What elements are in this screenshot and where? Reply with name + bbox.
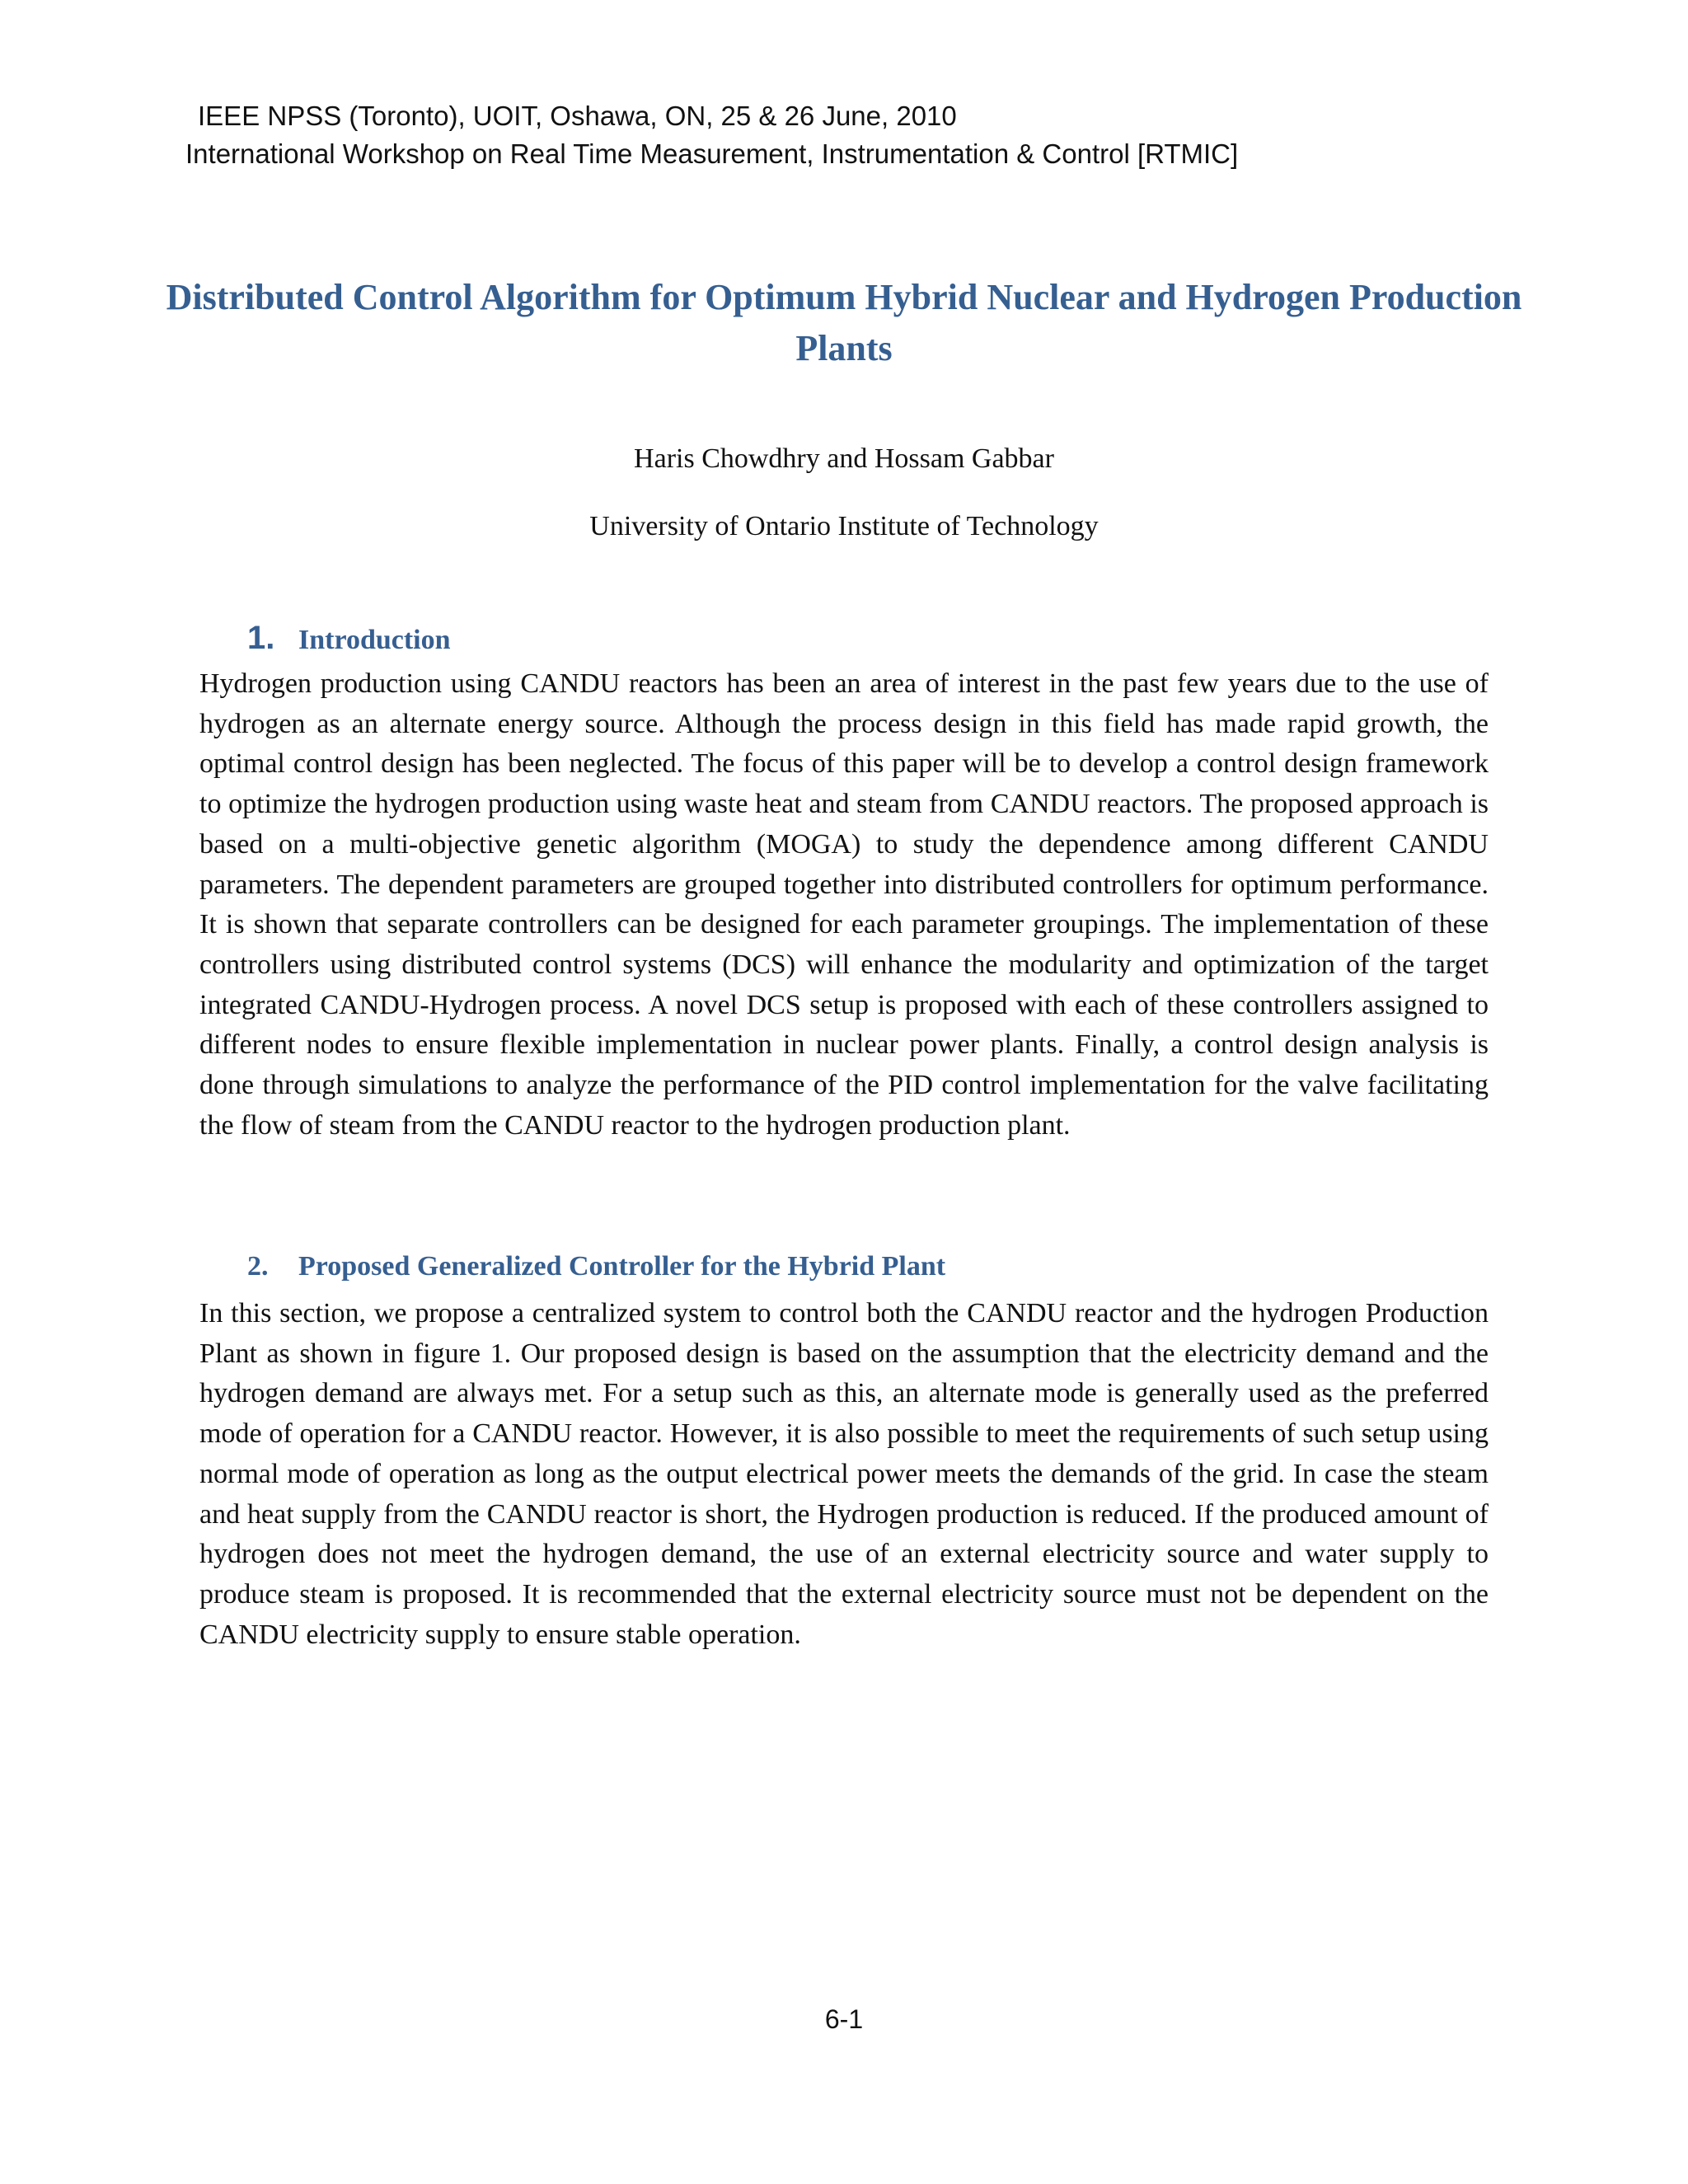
section-body-proposed-controller: In this section, we propose a centralized system to control both the CANDU reactor and the hydrogen Production Plant as shown in figure 1. Our proposed design is based on the assumption that the electricity demand and the hydrogen demand are always met. For a setup such as this, an alternate mode is generally used as the preferred mode of operation for a CANDU reactor. However, it is also possible to meet the requirements of such setup using normal mode of operation as long as the output electrical power meets the demands of the grid. In case the steam and heat supply from the CANDU reactor is short, the Hydrogen production is reduced. If the produced amount of hydrogen does not meet the hydrogen demand, the use of an external electricity source and water supply to produce steam is proposed. It is recommended that the external electricity source must not be dependent on the CANDU electricity supply to ensure stable operation. — [199, 1298, 1489, 1650]
section-title: Introduction — [298, 625, 451, 655]
paper-authors: Haris Chowdhry and Hossam Gabbar — [634, 443, 1054, 474]
section-title: Proposed Generalized Controller for the Hybrid Plant — [298, 1251, 946, 1282]
section-number: 1. — [247, 620, 275, 656]
section-heading-introduction — [247, 620, 451, 657]
paper-affiliation: University of Ontario Institute of Technology — [589, 511, 1099, 541]
paper-title: Distributed Control Algorithm for Optimum Hybrid Nuclear and Hydrogen Production Plants — [166, 277, 1522, 368]
page-number: 6-1 — [824, 2004, 864, 2034]
section-number: 2. — [247, 1251, 269, 1282]
section-body-introduction: Hydrogen production using CANDU reactors has been an area of interest in the past few years due to the use of hydrogen as an alternate energy source. Although the process design in this field has made rapid growth, the optimal control design has been neglected. The focus of this paper will be to develop a control design framework to optimize the hydrogen production using waste heat and steam from CANDU reactors. The proposed approach is based on a multi-objective genetic algorithm (MOGA) to study the dependence among different CANDU parameters. The dependent parameters are grouped together into distributed controllers for optimum performance. It is shown that separate controllers can be designed for each parameter groupings. The implementation of these controllers using distributed control systems (DCS) will enhance the modularity and optimization of the target integrated CANDU-Hydrogen process. A novel DCS setup is proposed with each of these controllers assigned to different nodes to ensure flexible implementation in nuclear power plants. Finally, a control design analysis is done through simulations to analyze the performance of the PID control implementation for the valve facilitating the flow of steam from the CANDU reactor to the hydrogen production plant. — [199, 668, 1489, 1141]
section-heading-proposed-controller — [247, 1251, 945, 1282]
conference-header-line1: IEEE NPSS (Toronto), UOIT, Oshawa, ON, 25 & 26 June, 2010 — [198, 101, 957, 131]
conference-header-line2: International Workshop on Real Time Measurement, Instrumentation & Control [RTMIC] — [185, 138, 1239, 169]
